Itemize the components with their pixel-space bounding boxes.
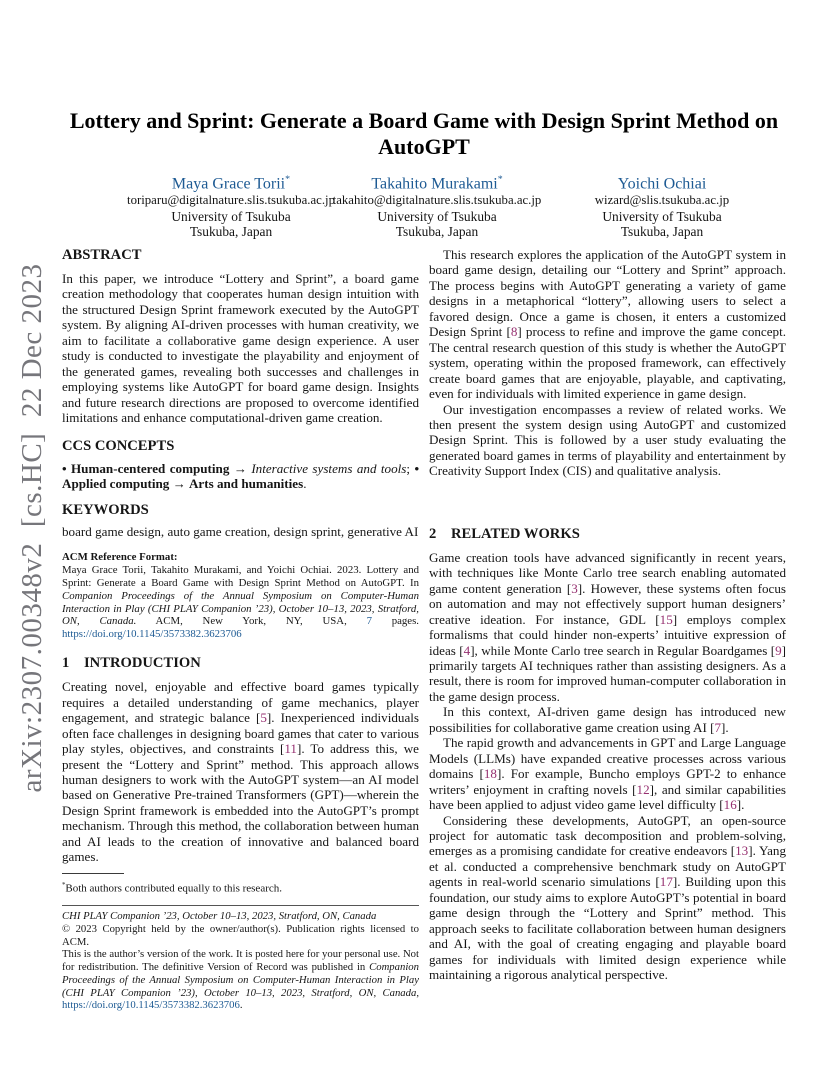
text-segment: This research explores the application of the AutoGPT system in board game design, detailing our “Lottery and Sprint” approach. The process begins with AutoGPT generating a variety of game designs in a metaphorical “lottery”, allowing users to select a favored design. Once a game is chosen, it enters a customized Design Sprint [ bbox=[429, 247, 786, 340]
text-segment: Game creation tools have advanced significantly in recent years, with techniques like Monte Carlo tree search enabling automated game content generation [ bbox=[429, 549, 786, 596]
imprint-block bbox=[62, 910, 419, 1012]
rc-paragraph-2: Our investigation encompasses a review of related works. We then present the system design using AutoGPT and customized Design Sprint. This is followed by a user study evaluating the generated board games in terms of playability and entertainment by Creativity Support Index (CIS) and qualitative analysis. bbox=[429, 401, 786, 479]
footnote-text bbox=[62, 879, 419, 896]
text-segment: * bbox=[62, 881, 66, 889]
text-segment: ], and similar capabilities have been applied to adjust video game level difficulty [ bbox=[429, 781, 786, 813]
text-segment: Considering these developments, AutoGPT, an open-source project for automatic task decomposition and problem-solving, emerges as a promising candidate for creative endeavors [ bbox=[429, 812, 786, 859]
text-segment: Applied computing bbox=[62, 475, 170, 491]
author-email: toriparu@digitalnature.slis.tsukuba.ac.jp bbox=[127, 193, 335, 208]
text-segment: Companion Proceedings of the Annual Symposium on Computer-Human Interaction in Play (CHI PLAY Companion ’23), October 10–13, 2023, Stratford, ON, Canada. bbox=[62, 589, 419, 628]
citation-ref[interactable]: 5 bbox=[260, 710, 267, 726]
author-email: takahito@digitalnature.slis.tsukuba.ac.jp bbox=[332, 193, 542, 208]
author-name-text: Maya Grace Torii bbox=[171, 175, 286, 193]
footnote-rule bbox=[62, 873, 124, 874]
imprint-rule bbox=[62, 905, 419, 906]
text-segment: → bbox=[229, 460, 252, 476]
text-segment: ; bbox=[406, 460, 415, 476]
keywords-text: board game design, auto game creation, design sprint, generative AI bbox=[62, 524, 419, 540]
text-segment: Maya Grace Torii, Takahito Murakami, and Yoichi Ochiai. 2023. Lottery and Sprint: Generate a Board Game with Design Sprint Method on AutoGPT. In bbox=[62, 563, 419, 589]
text-segment: ] primarily targets AI techniques rather than assisting designers. As a result, there is room for improved human-computer collaboration in the game design process. bbox=[429, 642, 786, 704]
doi-link[interactable]: https://doi.org/10.1145/3573382.3623706 bbox=[62, 999, 240, 1012]
acm-reference-heading: ACM Reference Format: bbox=[62, 550, 178, 563]
keywords-heading: KEYWORDS bbox=[62, 502, 149, 519]
section-heading-related-works bbox=[429, 526, 786, 542]
author-footnote-mark: * bbox=[497, 174, 503, 185]
text-segment: ]. However, these systems often focus on automation and may not effectively support human designers’ creative ideation. For instance, GDL [ bbox=[429, 580, 786, 627]
related-paragraph-3 bbox=[429, 735, 786, 812]
copyright-line: © 2023 Copyright held by the owner/author(s). Publication rights licensed to ACM. bbox=[62, 923, 419, 948]
section-heading-introduction bbox=[62, 655, 419, 671]
text-segment: Creating novel, enjoyable and effective board games typically requires a detailed understanding of game mechanics, player engagement, and strategic balance [ bbox=[62, 679, 419, 726]
text-segment: ]. For example, Buncho employs GPT-2 to enhance writers’ enjoyment in crafting novels [ bbox=[429, 766, 786, 797]
citation-ref[interactable]: 8 bbox=[510, 324, 518, 340]
ccs-heading: CCS CONCEPTS bbox=[62, 437, 175, 454]
paper-title: Lottery and Sprint: Generate a Board Game with Design Sprint Method on AutoGPT bbox=[69, 108, 779, 159]
author-3 bbox=[595, 171, 729, 240]
text-segment: ]. Inexperienced individuals often face challenges in designing board games that cater to various play styles, objectives, and constraints [ bbox=[62, 710, 419, 757]
author-footnote-mark: * bbox=[285, 174, 291, 185]
author-affiliation: University of Tsukuba bbox=[602, 208, 722, 224]
text-segment: ]. Yang et al. conducted a comprehensive benchmark study on AutoGPT agents in real-world scenario simulations [ bbox=[429, 843, 786, 890]
author-name bbox=[127, 171, 335, 193]
doi-link[interactable]: 7 bbox=[366, 615, 372, 628]
citation-ref[interactable]: 9 bbox=[775, 642, 782, 658]
section-title: RELATED WORKS bbox=[451, 525, 580, 542]
author-email: wizard@slis.tsukuba.ac.jp bbox=[594, 193, 730, 208]
text-segment: Human-centered computing bbox=[71, 460, 230, 476]
author-location: Tsukuba, Japan bbox=[620, 224, 704, 240]
text-segment: . bbox=[303, 475, 307, 491]
left-column bbox=[62, 247, 419, 1012]
text-segment: Interactive systems and tools bbox=[251, 460, 407, 476]
abstract-text: In this paper, we introduce “Lottery and Sprint”, a board game creation methodology that cooperates human design intuition with the structured Design Sprint framework executed by the AutoGPT system. By aligning AI-driven processes with human creativity, we aim to facilitate a collaborative game design experience. A user study is conducted to investigate the playability and enjoyment of the generated games, revealing both successes and challenges in employing systems like AutoGPT for board game design. Insights and future research directions are proposed to overcome identified limitations and enhance computational-driven game creation. bbox=[62, 271, 419, 426]
author-1 bbox=[127, 171, 335, 240]
citation-ref[interactable]: 7 bbox=[714, 719, 721, 735]
citation-ref[interactable]: 4 bbox=[463, 642, 471, 658]
author-location: Tsukuba, Japan bbox=[395, 224, 479, 240]
author-affiliation: University of Tsukuba bbox=[377, 208, 497, 224]
section-number: 1 bbox=[62, 655, 70, 672]
related-paragraph-2 bbox=[429, 704, 786, 735]
text-segment: The rapid growth and advancements in GPT and Large Language Models (LLMs) have expanded creative processes across various domains [ bbox=[429, 735, 786, 782]
ccs-text bbox=[62, 461, 419, 492]
acm-reference-text bbox=[62, 564, 419, 641]
citation-ref[interactable]: 15 bbox=[659, 611, 673, 627]
text-segment: → bbox=[169, 475, 189, 491]
text-segment: • bbox=[414, 460, 420, 476]
section-title: INTRODUCTION bbox=[84, 655, 201, 672]
text-segment: Both authors contributed equally to this research. bbox=[65, 882, 282, 895]
doi-link[interactable]: https://doi.org/10.1145/3573382.3623706 bbox=[62, 628, 242, 641]
text-segment: . bbox=[239, 999, 243, 1012]
section-number: 2 bbox=[429, 525, 437, 542]
text-segment: Arts and humanities bbox=[188, 475, 304, 491]
text-segment: Companion Proceedings of the Annual Symposium on Computer-Human Interaction in Play (CHI PLAY Companion ’23), October 10–13, 2023, Stratford, ON, Canada bbox=[62, 961, 419, 999]
author-location: Tsukuba, Japan bbox=[189, 224, 273, 240]
right-column bbox=[429, 247, 786, 1012]
text-segment: ]. bbox=[721, 719, 729, 735]
citation-ref[interactable]: 3 bbox=[571, 580, 578, 596]
author-name-text: Yoichi Ochiai bbox=[617, 175, 707, 193]
acm-reference-block bbox=[62, 551, 419, 641]
citation-ref[interactable]: 12 bbox=[636, 781, 650, 797]
text-segment: , bbox=[416, 986, 419, 999]
text-segment: ], while Monte Carlo tree search in Regular Boardgames [ bbox=[470, 642, 776, 658]
related-paragraph-4 bbox=[429, 813, 786, 983]
author-block bbox=[0, 171, 828, 243]
author-2 bbox=[333, 171, 542, 240]
imprint-text bbox=[62, 948, 419, 1012]
text-segment: In this context, AI-driven game design has introduced new possibilities for collaborative game creation using AI [ bbox=[429, 704, 786, 735]
text-segment: This is the author’s version of the work. It is posted here for your personal use. Not for redistribution. The definitive Version of Record was published in bbox=[62, 948, 419, 974]
text-segment: ACM, New York, NY, USA, bbox=[136, 615, 367, 628]
author-name bbox=[333, 171, 542, 193]
text-segment: ]. Building upon this foundation, our study aims to explore AutoGPT’s potential in board game design through the “Lottery and Sprint” method. This approach seeks to facilitate collaboration between human designers and AI, with the goal of creating engaging and playable board games for individuals with limited design experience while maintaining a rigorous analytical perspective. bbox=[429, 874, 786, 983]
text-segment: • bbox=[62, 460, 71, 476]
arxiv-watermark: arXiv:2307.00348v2 [cs.HC] 22 Dec 2023 bbox=[16, 263, 48, 793]
text-segment: ]. bbox=[736, 797, 745, 813]
conference-line: CHI PLAY Companion ’23, October 10–13, 2023, Stratford, ON, Canada bbox=[62, 910, 377, 923]
citation-ref[interactable]: 13 bbox=[735, 843, 749, 859]
citation-ref[interactable]: 18 bbox=[483, 766, 497, 782]
author-name-text: Takahito Murakami bbox=[371, 175, 498, 193]
abstract-heading: ABSTRACT bbox=[62, 247, 142, 263]
intro-paragraph bbox=[62, 679, 419, 864]
text-segment: pages. bbox=[371, 615, 420, 628]
citation-ref[interactable]: 11 bbox=[284, 741, 297, 757]
citation-ref[interactable]: 17 bbox=[659, 874, 673, 890]
text-segment: ] employs complex formalisms that could hinder non-experts’ intuitive expression of ideas [ bbox=[429, 611, 786, 658]
text-segment: ] process to refine and improve the game concept. The central research question of this study is whether the AutoGPT system, operating within the proposed framework, can effectively create board games that are enjoyable, playable, and captivating, even for individuals with limited experience in game design. bbox=[429, 324, 786, 402]
rc-paragraph-1 bbox=[429, 247, 786, 402]
related-paragraph-1 bbox=[429, 550, 786, 705]
author-name bbox=[595, 171, 729, 193]
author-affiliation: University of Tsukuba bbox=[171, 208, 291, 224]
body-columns bbox=[62, 247, 786, 1012]
text-segment: ]. To address this, we present the “Lottery and Sprint” method. This approach allows human designers to work with the AutoGPT system—an AI model based on Generative Pre-trained Transformers (GPT)—wherein the Design Sprint framework is embedded into the AutoGPT’s prompt mechanism. Through this method, the collaboration between human and AI leads to the creation of innovative and balanced board games. bbox=[62, 741, 419, 865]
citation-ref[interactable]: 16 bbox=[723, 797, 737, 813]
